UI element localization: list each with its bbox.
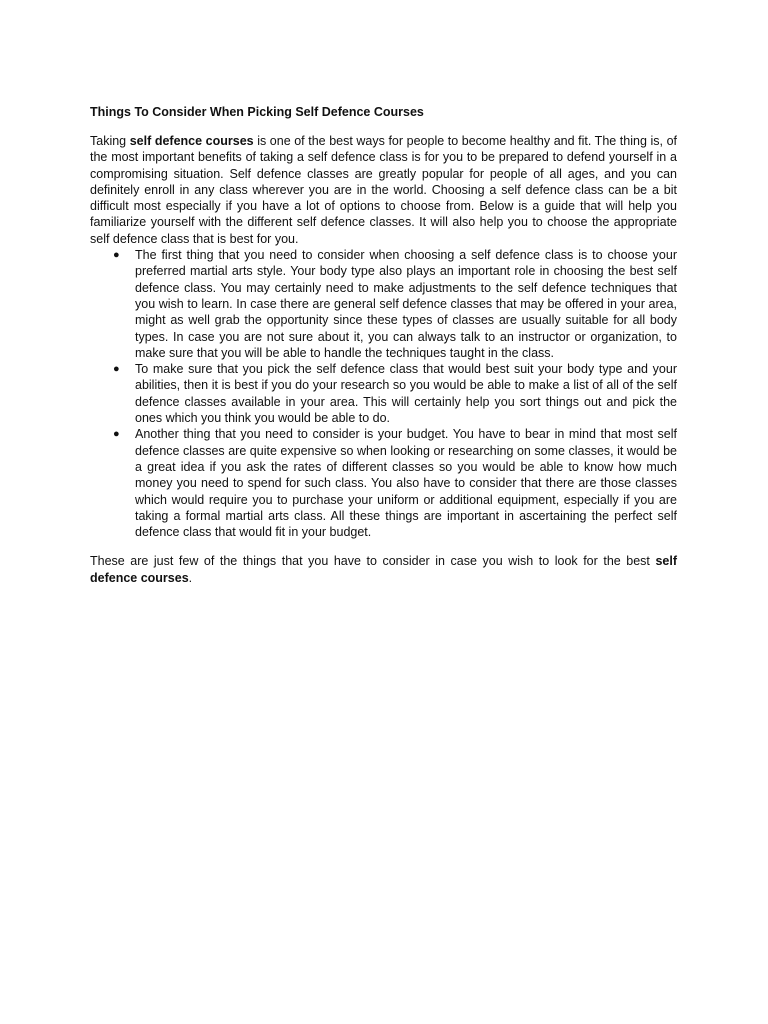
bullet-icon: ●: [113, 249, 120, 262]
closing-bold-keyword: self defence courses: [90, 554, 677, 585]
closing-text-end: .: [188, 570, 193, 585]
bullet-icon: ●: [113, 428, 120, 441]
closing-text-start: These are just few of the things that you have to consider in case you wish to look for the best: [90, 554, 656, 569]
list-item: [90, 361, 677, 426]
intro-text-rest: is one of the best ways for people to become healthy and fit. The thing is, of the most important benefits of taking a self defence class is for you to be prepared to defend yourself in a compromising situation. Self defence classes are greatly popular for people of all ages, and you can definitely enroll in any class wherever you are in the world. Choosing a self defence class can be a bit difficult most especially if you have a lot of options to choose from. Below is a guide that will help you familiarize yourself with the different self defence classes. It will also help you to choose the appropriate self defence class that is best for you.: [90, 134, 677, 246]
bullet-icon: ●: [113, 363, 120, 376]
intro-paragraph: [90, 133, 677, 247]
bullet-list: [90, 247, 677, 540]
list-item-text: Another thing that you need to consider is your budget. You have to bear in mind that most self defence classes are quite expensive so when looking or researching on some classes, it would be a great idea if you ask the rates of different classes so you would be able to know how much money you need to spend for such class. You also have to consider that there are those classes which would require you to purchase your uniform or additional equipment, especially if you are taking a formal martial arts class. All these things are important in ascertaining the perfect self defence class that would fit in your budget.: [135, 427, 677, 540]
document-title: Things To Consider When Picking Self Defence Courses: [90, 105, 424, 119]
intro-bold-keyword: self defence courses: [129, 134, 254, 148]
document-page: [90, 104, 677, 586]
list-item-text: The first thing that you need to consider when choosing a self defence class is to choose your preferred martial arts style. Your body type also plays an important role in choosing the best self defence class. You may certainly need to make adjustments to the self defence techniques that you wish to learn. In case there are general self defence classes that may be offered in your area, might as well grab the opportunity since these types of classes are usually suitable for all body types. In case you are not sure about it, you can always talk to an instructor or organization, to make sure that you will be able to handle the techniques taught in the class.: [135, 248, 677, 360]
list-item: [90, 247, 677, 361]
intro-text-start: Taking: [90, 134, 130, 148]
list-item-text: To make sure that you pick the self defence class that would best suit your body type and your abilities, then it is best if you do your research so you would be able to make a list of all of the self defence classes available in your area. This will certainly help you sort things out and pick the ones which you think you would be able to do.: [135, 362, 677, 426]
list-item: [90, 426, 677, 540]
closing-paragraph: [90, 553, 677, 586]
